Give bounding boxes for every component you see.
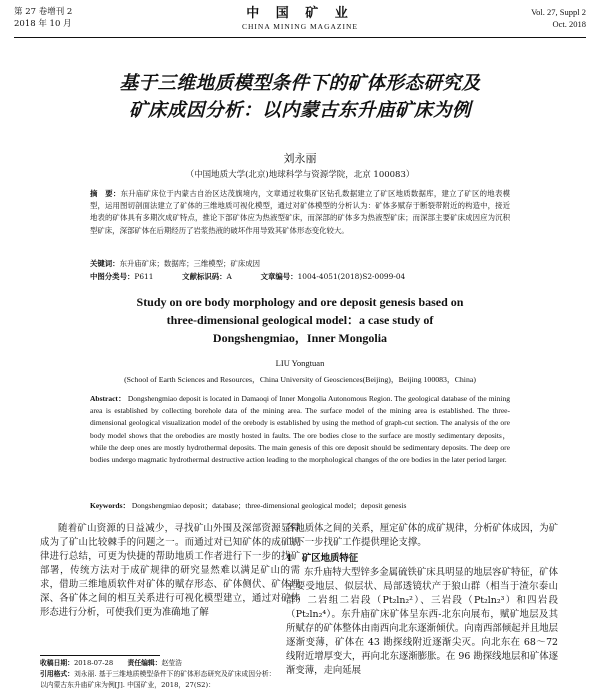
abstract-en-text: Dongshengmiao deposit is located in Damaoqi of Inner Mongolia Autonomous Region. The geological database of the mining area is established by collecting borehole data of the mining area. The surface model of the mining area is established. The three-dimensional geological visualization model of the orebody is established by using the method of graph-cut section. The analysis of the ore body model shows that the orebodies are mostly hosted in faults. The ore bodies close to the surface are mostly sedimentary deposits，while the deep ones are mostly hydrothermal deposits. The main genesis of this ore deposit should be sedimentary deposits. The deep ore bodies undergo magmatic hydrothermal destructive action leading to the morphological changes of the ore bodies in the later period larger. [90,394,510,465]
journal-name-zh: 中 国 矿 业 [246,6,354,21]
keywords-zh-text: 东升庙矿床；数据库；三维模型；矿床成因 [119,259,261,268]
date-zh: 2018 年 10 月 [14,19,72,29]
title-en-line-1: Study on ore body morphology and ore deposit genesis based on [136,295,464,309]
footnote [40,658,280,691]
title-zh-line-1: 基于三维地质模型条件下的矿体形态研究及 [119,73,481,94]
footnote-citation [40,669,280,691]
paper-title-en [40,293,560,347]
article-no-value: 1004-4051(2018)S2-0099-04 [297,272,406,281]
intro-paragraph: 随着矿山资源的日益减少，寻找矿山外围及深部资源显得成为了矿山比较棘手的问题之一。而通过对已知矿体的成矿规律进行总结，可更为快捷的帮助地质工作者进行下一步的找矿部署，传统方法对于成矿规律的研究显然难以满足矿山的需求，借助三维地质软件对矿体的赋存形态、矿体侧伏、矿体埋深、各矿体之间的相互关系进行可视化模型建立，通过对矿体形态进行分析，可使我们更为准确地了解 [40,523,300,618]
clc-value: P611 [134,272,154,281]
paper-title-zh [20,70,580,124]
journal-name [14,6,586,32]
author-en: LIU Yongtuan [275,358,325,368]
keywords-en-label: Keywords： [90,501,130,510]
affiliation-en: (School of Earth Sciences and Resources，China University of Geosciences(Beijing)，Beijing 100083，China) [124,375,476,384]
clc-label: 中图分类号： [90,272,135,281]
volume-issue-en: Vol. 27, Suppl 2 [531,7,586,17]
abstract-zh-label: 摘 要： [90,189,121,198]
running-header [14,6,586,40]
author-zh: 刘永丽 [283,152,317,165]
doc-code-value: A [226,272,232,281]
volume-info-en [531,6,586,30]
date-en: Oct. 2018 [552,19,586,29]
section-heading-geology: 1 矿区地质特征 [286,553,359,564]
geology-paragraph: 东升庙特大型锌多金属硫铁矿床具明显的地层容矿特征，矿体主要受地层、似层状、局部透镜状产于狼山群（相当于渣尔泰山群）二岩组二岩段（Pt₂ln₂²）、三岩段（Pt₂ln₂³）和四岩段（Pt₂ln₂⁴）。东升庙矿床矿体呈东西-北东向展布，赋矿地层及其所赋存的矿体整体由南西向北东逐渐倾伏。向南西部倾起并且地层逐渐变薄，矿体在 43 勘探线附近逐渐尖灭。向北东在 68～72 线附近增厚变大，再向北东逐渐膨胀。在 96 勘探线地层和矿体逐渐变薄，走向延展 [286,567,558,676]
body-column-left [40,522,300,654]
header-rule [14,37,586,38]
keywords-en-text: Dongshengmiao deposit；database；three-dimensional geological model；deposit genesis [131,501,407,510]
volume-issue-zh: 第 27 卷增刊 2 [14,7,73,17]
received-value: 2018-07-28 [73,659,114,667]
doc-code-label: 文献标识码： [182,272,227,281]
citation-value: 刘永丽. 基于三维地质模型条件下的矿体形态研究及矿床成因分析：以内蒙古东升庙矿床为例[J]. 中国矿业，2018，27(S2)： [40,670,276,689]
footnote-received [40,658,280,669]
title-en-line-2: three-dimensional geological model：a case study of [166,313,434,327]
title-zh-line-2: 矿床成因分析：以内蒙古东升庙矿床为例 [128,100,471,121]
editor-label: 责任编辑： [127,659,162,667]
keywords-en [90,500,560,512]
body-column-right [286,522,558,678]
title-en-line-3: Dongshengmiao，Inner Mongolia [212,331,388,345]
editor-value: 赵莹浩 [161,659,182,667]
article-no-label: 文章编号： [260,272,298,281]
keywords-zh-label: 关键词： [90,259,120,268]
citation-label: 引用格式： [40,670,74,678]
intro-paragraph-continued: 各地质体之间的关系，厘定矿体的成矿规律，分析矿体成因，为矿山下一步找矿工作提供理论支撑。 [286,523,558,548]
keywords-zh [90,258,540,270]
abstract-zh-text: 东升庙矿床位于内蒙古自治区达茂旗境内，文章通过收集矿区钻孔数据建立了矿区地质数据库，建立了矿区的地表模型，运用图切剖面法建立了矿体的三维地质可视化模型，通过对矿体模型的分析认为：矿体多赋存于断裂带附近的构造中，接近地表的矿体具有多期次成矿特点，推论下部矿体应为热液型矿床，而深部的矿体多为热液型矿床；而深部主要矿床成因应为沉积型矿床，深部矿体在后期经历了岩浆热液的破坏作用导致其矿体形态变化较大。 [90,189,510,235]
abstract-zh [90,188,510,237]
journal-name-en: CHINA MINING MAGAZINE [242,22,358,31]
classification-line [90,271,540,283]
affiliation-zh: （中国地质大学(北京)地球科学与资源学院，北京 100083） [185,170,415,180]
received-label: 收稿日期： [40,659,74,667]
footnote-rule [40,655,160,656]
abstract-en [90,393,510,466]
abstract-en-label: Abstract： [90,394,126,403]
